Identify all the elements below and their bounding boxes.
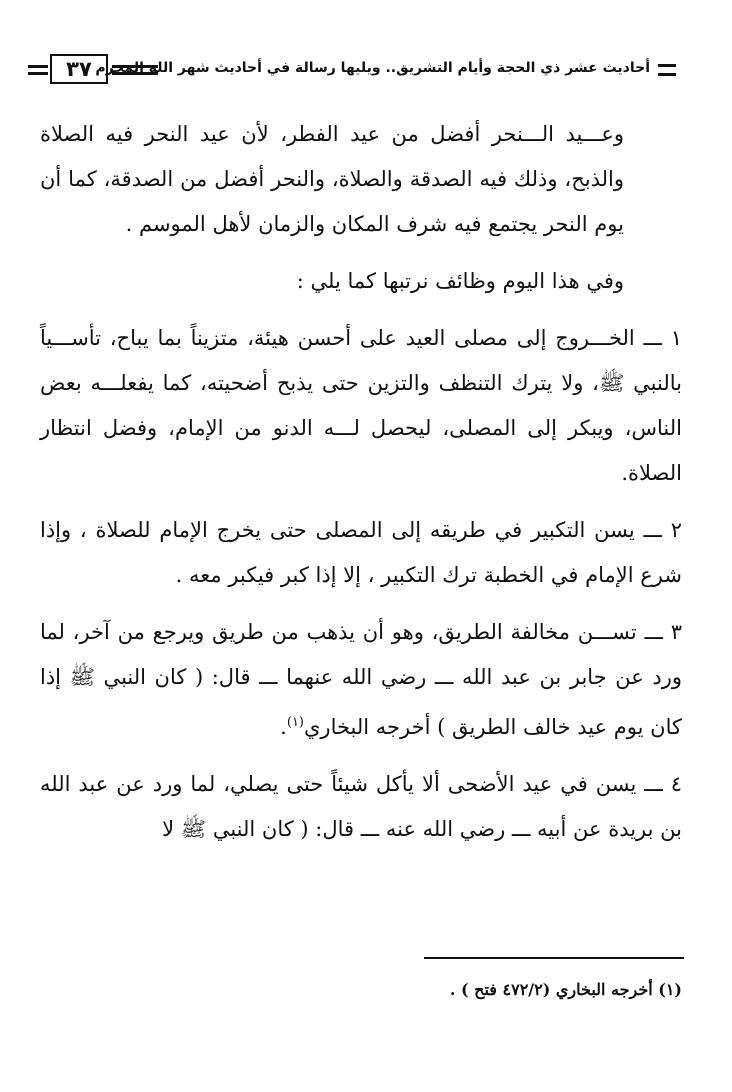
paragraph-item-1: ١ ـــ الخـــروج إلى مصلى العيد على أحسن هيئة، متزيناً بما يباح، تأســـياً بالنبي ﷺ، ولا يترك التنظف والتزين حتى يذبح أضحيته، كما يفعلـــه بعض الناس، ويبكر إلى المصلى، ليحصل لـــه الدنو من الإمام، وفضل انتظار الصلاة. (40, 326, 682, 485)
header-ornament-right (658, 64, 676, 76)
paragraph-eid-nahr: وعـــيد الـــنحر أفضل من عيد الفطر، لأن عيد النحر فيه الصلاة والذبح، وذلك فيه الصدقة والصلاة، والنحر أفضل من الصدقة، كما أن يوم النحر يجتمع فيه شرف المكان والزمان لأهل الموسم . (40, 122, 624, 236)
paragraph-item-2: ٢ ـــ يسن التكبير في طريقه إلى المصلى حتى يخرج الإمام للصلاة ، وإذا شرع الإمام في الخطبة ترك التكبير ، إلا إذا كبر فيكبر معه . (40, 518, 682, 587)
paragraph-item-3: ٣ ـــ تســـن مخالفة الطريق، وهو أن يذهب من طريق ويرجع من آخر، لما ورد عن جابر بن عبد الله ـــ رضي الله عنهما ـــ قال: ( كان النبي ﷺ إذا كان يوم عيد خالف الطريق ) أخرجه البخاري$^{(١)}$. (40, 620, 682, 739)
running-title: أحاديث عشر ذي الحجة وأيام التشريق.. ويليها رسالة في أحاديث شهر الله المحرم (95, 60, 650, 76)
page-number: ٣٧ (50, 54, 108, 84)
footnote: (١) أخرجه البخاري (٤٧٢/٢ فتح ) . (449, 980, 682, 999)
paragraph-intro: وفي هذا اليوم وظائف نرتبها كما يلي : (296, 269, 624, 293)
footnote-reference: (١) (286, 715, 304, 730)
body-text (40, 112, 682, 852)
paragraph-item-3-text: ٣ ـــ تســـن مخالفة الطريق، وهو أن يذهب من طريق ويرجع من آخر، لما ورد عن جابر بن عبد الله ـــ رضي الله عنهما ـــ قال: ( كان النبي ﷺ إذا كان يوم عيد خالف الطريق ) أخرجه البخاري (40, 620, 682, 739)
paragraph-item-4: ٤ ـــ يسن في عيد الأضحى ألا يأكل شيئاً حتى يصلي، لما ورد عن عبد الله بن بريدة عن أبيه ـــ رضي الله عنه ـــ قال: ( كان النبي ﷺ لا (40, 772, 682, 841)
page-header (28, 54, 676, 90)
footnote-divider (424, 957, 684, 959)
header-ornament-left (28, 65, 48, 75)
